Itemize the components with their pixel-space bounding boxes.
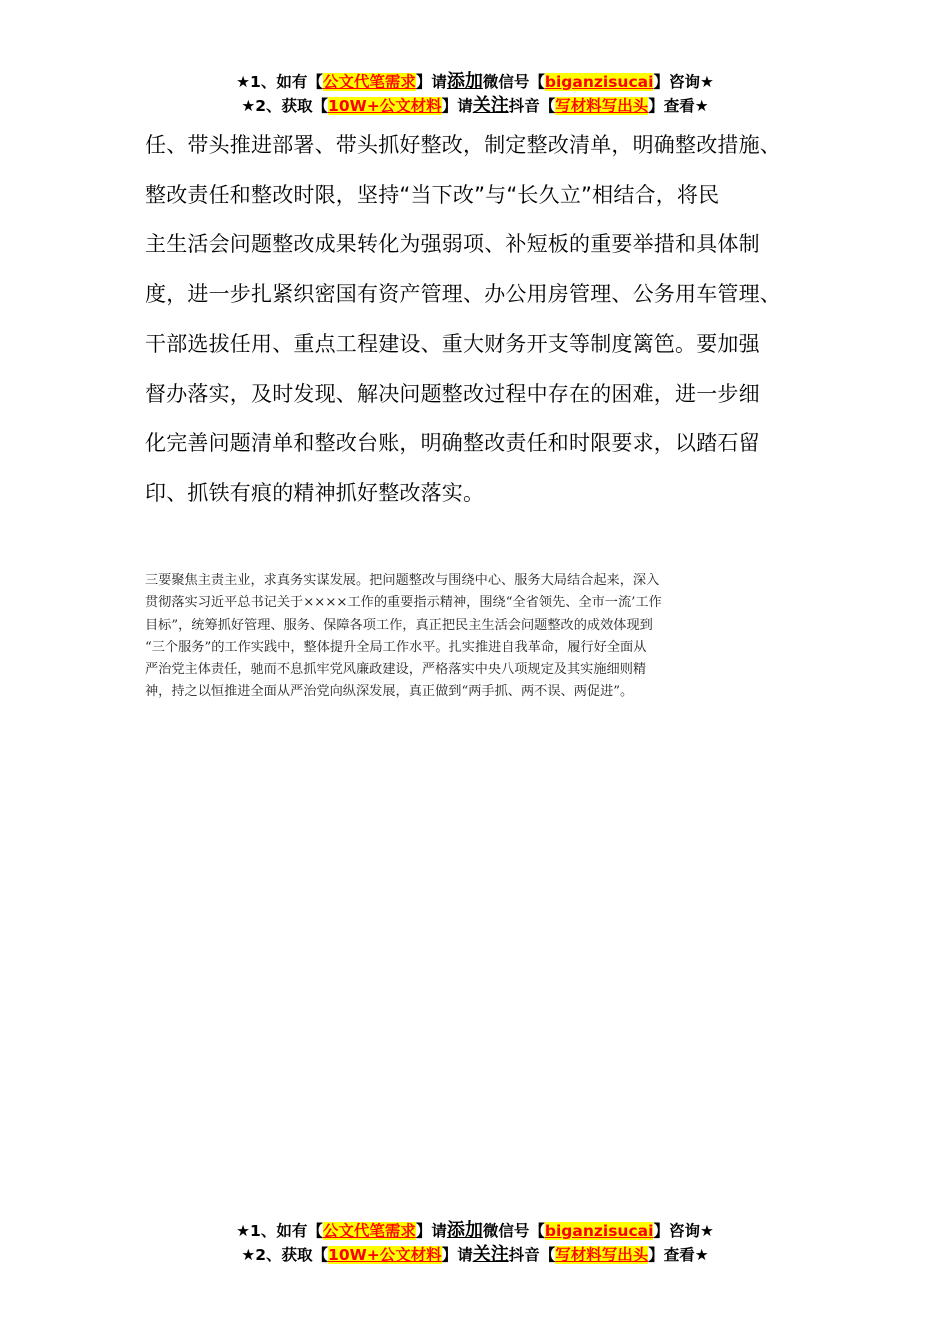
banner-text: ★2、获取【 <box>241 97 329 115</box>
banner-text: ★1、如有【 <box>236 1222 323 1240</box>
banner-text: 】请 <box>415 1222 447 1240</box>
banner-text: 微信号【 <box>482 73 545 91</box>
header-banner <box>0 70 950 118</box>
main-paragraph: 任、带头推进部署、带头抓好整改，制定整改清单，明确整改措施、 整改责任和整改时限，坚持“当下改”与“长久立”相结合，将民 主生活会问题整改成果转化为强弱项、补短板的重要举措和具体制 度，进一步扎紧织密国有资产管理、办公用房管理、公务用车管理、 干部选拔任用、重点工程建设、重大财务开支等制度篱笆。要加强 督办落实，及时发现、解决问题整改过程中存在的困难，进一步细 化完善问题清单和整改台账，明确整改责任和时限要求，以踏石留 印、抓铁有痕的精神抓好整改落实。 <box>145 133 781 505</box>
highlight-wechat-id: biganzisucai <box>544 1222 654 1240</box>
banner-line-1 <box>0 1219 950 1243</box>
banner-line-1 <box>0 70 950 94</box>
highlight-service: 公文代笔需求 <box>322 1222 416 1240</box>
banner-text: 】请 <box>441 97 473 115</box>
banner-text: 抖音【 <box>508 97 556 115</box>
highlight-materials: 10W+公文材料 <box>328 1246 442 1264</box>
banner-text: 】请 <box>415 73 447 91</box>
emphasis-add: 添加 <box>446 71 483 92</box>
highlight-wechat-id: biganzisucai <box>544 73 654 91</box>
banner-text: 】请 <box>441 1246 473 1264</box>
banner-text: 】咨询★ <box>653 1222 714 1240</box>
second-paragraph: 三要聚焦主责主业，求真务实谋发展。把问题整改与围绕中心、服务大局结合起来，深入 贯彻落实习近平总书记关于××××工作的重要指示精神，围绕“全省领先、全市一流’工作 目标”，统筹抓好管理、服务、保障各项工作，真正把民主生活会问题整改的成效体现到 “三个服务”的工作实践中，整体提升全局工作水平。扎实推进自我革命，履行好全面从 严治党主体责任，驰而不息抓牢党风廉政建设，严格落实中央八项规定及其实施细则精 神，持之以恒推进全面从严治党向纵深发展，真正做到“两手抓、两不误、两促进”。 <box>145 573 662 700</box>
footer-banner <box>0 1219 950 1267</box>
emphasis-follow: 关注 <box>472 1244 509 1265</box>
banner-text: 】查看★ <box>648 1246 709 1264</box>
banner-text: 抖音【 <box>508 1246 556 1264</box>
banner-text: 微信号【 <box>482 1222 545 1240</box>
highlight-materials: 10W+公文材料 <box>328 97 442 115</box>
emphasis-follow: 关注 <box>472 95 509 116</box>
banner-text: ★2、获取【 <box>241 1246 329 1264</box>
banner-text: 】查看★ <box>648 97 709 115</box>
highlight-service: 公文代笔需求 <box>322 73 416 91</box>
highlight-douyin-account: 写材料写出头 <box>555 97 649 115</box>
banner-text: 】咨询★ <box>653 73 714 91</box>
highlight-douyin-account: 写材料写出头 <box>555 1246 649 1264</box>
banner-line-2 <box>0 1243 950 1267</box>
banner-text: ★1、如有【 <box>236 73 323 91</box>
emphasis-add: 添加 <box>446 1220 483 1241</box>
banner-line-2 <box>0 94 950 118</box>
